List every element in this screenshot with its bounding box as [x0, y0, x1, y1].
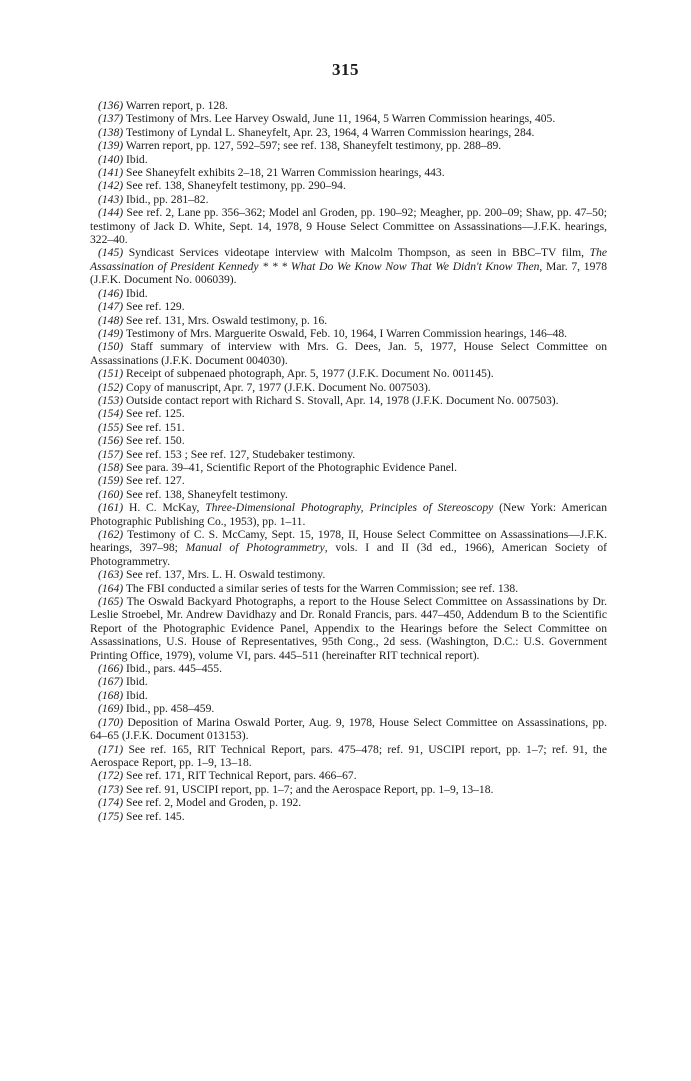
endnote — [90, 314, 607, 327]
endnote-number: (148) — [98, 313, 124, 327]
endnote-text — [126, 582, 518, 595]
endnote-number: (157) — [98, 447, 124, 461]
endnote — [90, 300, 607, 313]
endnote-text-segment: Testimony of Lyndal L. Shaneyfelt, Apr. 23, 1964, 4 Warren Commission hearings, 284. — [125, 125, 535, 139]
endnote-text — [126, 314, 327, 327]
endnote-text-segment: , Mar. 7, 1978 (J.F.K. Document No. 006039). — [90, 259, 607, 287]
endnote-text — [90, 206, 607, 246]
endnote-text — [126, 99, 228, 112]
endnote — [90, 769, 607, 782]
endnote-text-segment: See ref. 150. — [126, 434, 185, 448]
endnote — [90, 783, 607, 796]
endnote-text-segment: See ref. 2, Lane pp. 356–362; Model anl Groden, pp. 190–92; Meagher, pp. 200–09; Shaw, pp. 47–50; testimony of Jack D. White, Sept. 14, 1978, 9 House Select Committee on Assassinations—J.F.K. hearings, 322–40. — [90, 206, 607, 247]
endnote-number: (169) — [98, 702, 124, 716]
endnote-number: (160) — [98, 487, 124, 501]
endnote-text — [126, 421, 185, 434]
endnote-text-segment: Warren report, p. 128. — [125, 99, 228, 112]
endnote-text-segment: See ref. 125. — [126, 407, 185, 421]
endnote — [90, 461, 607, 474]
endnote-text-segment: Ibid., pp. 458–459. — [126, 702, 215, 716]
endnote-text-segment: Syndicast Services videotape interview with Malcolm Thompson, as seen in BBC–TV film, — [128, 246, 590, 260]
endnote — [90, 381, 607, 394]
endnote-text — [126, 381, 431, 394]
endnote — [90, 206, 607, 246]
endnote-number: (173) — [98, 782, 124, 796]
endnote — [90, 153, 607, 166]
endnote-text-segment: Testimony of C. S. McCamy, Sept. 15, 1978, II, House Select Committee on Assassinations—J.F.K. hearings, 397–98; — [90, 528, 607, 555]
endnote-text — [126, 689, 148, 702]
endnote-number: (166) — [98, 662, 124, 676]
endnote-text — [126, 153, 148, 166]
endnote-number: (175) — [98, 809, 124, 823]
endnote-text-segment: Receipt of subpenaed photograph, Apr. 5, 1977 (J.F.K. Document No. 001145). — [126, 367, 494, 381]
endnote-text — [90, 340, 607, 366]
endnote-text — [126, 796, 301, 809]
endnote-number: (161) — [98, 501, 124, 515]
endnote-number: (158) — [98, 460, 124, 474]
endnote-text-segment: See ref. 2, Model and Groden, p. 192. — [126, 796, 302, 810]
endnote-number: (141) — [98, 166, 124, 180]
endnote-number: (163) — [98, 568, 124, 582]
endnote-text-segment: Warren report, pp. 127, 592–597; see ref. 138, Shaneyfelt testimony, pp. 288–89. — [125, 139, 502, 153]
endnote-text — [126, 434, 185, 447]
endnote-text-segment: See Shaneyfelt exhibits 2–18, 21 Warren Commission hearings, 443. — [126, 166, 445, 180]
endnote-text-segment: See ref. 129. — [126, 300, 185, 314]
endnote-number: (155) — [98, 420, 124, 434]
endnote-text-segment: The FBI conducted a similar series of tests for the Warren Commission; see ref. 138. — [125, 581, 519, 595]
endnote-text-segment: See ref. 138, Shaneyfelt testimony. — [126, 487, 288, 501]
endnote-number: (174) — [98, 796, 124, 810]
endnote-number: (159) — [98, 474, 124, 488]
endnote — [90, 126, 607, 139]
endnote-number: (154) — [98, 407, 124, 421]
endnote-number: (150) — [98, 340, 124, 354]
endnote — [90, 99, 607, 112]
endnote-number: (164) — [98, 581, 124, 595]
endnote-number: (139) — [98, 139, 124, 153]
endnotes-list — [90, 99, 607, 823]
endnote-number: (142) — [98, 179, 124, 193]
endnote — [90, 810, 607, 823]
endnote-text-segment: See ref. 151. — [126, 420, 185, 434]
endnote-text-segment: See ref. 171, RIT Technical Report, pars. 466–67. — [126, 769, 357, 783]
endnote — [90, 568, 607, 581]
endnote — [90, 179, 607, 192]
endnote-number: (171) — [98, 742, 124, 756]
endnote — [90, 716, 607, 743]
endnote-text — [126, 327, 567, 340]
endnote-text — [90, 595, 607, 662]
endnote — [90, 796, 607, 809]
endnote-text-segment: H. C. McKay, — [128, 501, 206, 515]
endnote-text — [126, 675, 148, 688]
endnote — [90, 689, 607, 702]
endnote-text-segment: See ref. 165, RIT Technical Report, pars. 475–478; ref. 91, USCIPI report, pp. 1–7; ref. 91, the Aerospace Report, pp. 1–9, 13–18. — [90, 742, 608, 769]
endnote-text-segment: Ibid. — [126, 152, 148, 166]
endnote — [90, 702, 607, 715]
endnote-text-segment: See ref. 145. — [126, 809, 185, 823]
endnote-text — [126, 394, 559, 407]
endnote-text-segment: The Oswald Backyard Photographs, a report to the House Select Committee on Assassinations by Dr. Leslie Stroebel, Mr. Andrew Davidhazy and Dr. Ronald Francis, pars. 447–450, Addendum B to the Scientific Report of the Photographic Evidence Panel, Appendix to the Hearings before the Select Committee on Assassinations, U.S. House of Representatives, 95th Cong., 2d sess. (Washington, D.C.: U.S. Government Printing Office, 1979), volume VI, pars. 445–511 (hereinafter RIT technical report). — [90, 595, 607, 662]
endnote — [90, 474, 607, 487]
endnote-text — [90, 501, 607, 527]
endnote — [90, 407, 607, 420]
endnote-text-segment: See ref. 137, Mrs. L. H. Oswald testimony. — [126, 568, 326, 582]
endnote — [90, 287, 607, 300]
endnote-number: (172) — [98, 769, 124, 783]
endnote — [90, 488, 607, 501]
endnote-number: (144) — [98, 206, 124, 220]
endnote-text — [126, 179, 346, 192]
endnote — [90, 528, 607, 568]
endnote-text-segment: Ibid., pars. 445–455. — [126, 662, 222, 676]
endnote-text — [126, 300, 185, 313]
endnote-title-italic: The Assassination of President Kennedy * * * What Do We Know Now That We Didn't Know Then — [90, 246, 608, 273]
endnote-text — [126, 474, 185, 487]
endnote — [90, 246, 607, 286]
endnote-text-segment: Deposition of Marina Oswald Porter, Aug. 9, 1978, House Select Committee on Assassinations, pp. 64–65 (J.F.K. Document 013153). — [90, 715, 607, 743]
endnote-text-segment: Ibid. — [126, 688, 148, 702]
endnote-title-italic: Manual of Photogrammetry — [185, 541, 325, 555]
endnote-number: (156) — [98, 434, 124, 448]
endnote — [90, 743, 607, 770]
endnote-text — [126, 407, 185, 420]
endnote-text — [126, 783, 493, 796]
endnote-number: (165) — [98, 595, 124, 609]
endnote-text-segment: Testimony of Mrs. Lee Harvey Oswald, June 11, 1964, 5 Warren Commission hearings, 405. — [125, 112, 556, 126]
endnote — [90, 501, 607, 528]
endnote-number: (138) — [98, 125, 124, 139]
endnote — [90, 327, 607, 340]
endnote — [90, 448, 607, 461]
endnote-number: (167) — [98, 675, 124, 689]
endnote — [90, 582, 607, 595]
endnote-text — [126, 810, 185, 823]
endnote-text-segment: Testimony of Mrs. Marguerite Oswald, Feb. 10, 1964, I Warren Commission hearings, 146–48. — [125, 326, 568, 340]
endnote-text — [126, 139, 501, 152]
endnote-number: (149) — [98, 326, 124, 340]
endnote-text — [90, 743, 607, 769]
endnote-text — [126, 367, 494, 380]
endnote-number: (137) — [98, 112, 124, 126]
endnote-text — [126, 568, 325, 581]
endnote-text — [126, 112, 555, 125]
endnote-number: (143) — [98, 192, 124, 206]
endnote — [90, 340, 607, 367]
endnote-number: (152) — [98, 380, 124, 394]
endnote-text — [90, 716, 607, 742]
endnote — [90, 367, 607, 380]
endnote-text — [126, 448, 355, 461]
endnote-text — [90, 246, 607, 286]
endnote-text-segment: , vols. I and II (3d ed., 1966), American Society of Photogrammetry. — [90, 541, 607, 568]
endnote-text — [126, 662, 222, 675]
endnote-number: (147) — [98, 300, 124, 314]
endnote-text-segment: See ref. 127. — [126, 474, 185, 488]
endnote-text-segment: See ref. 91, USCIPI report, pp. 1–7; and the Aerospace Report, pp. 1–9, 13–18. — [126, 782, 494, 796]
endnote-text-segment: See ref. 138, Shaneyfelt testimony, pp. 290–94. — [126, 179, 346, 193]
endnote-text-segment: Copy of manuscript, Apr. 7, 1977 (J.F.K. Document No. 007503). — [126, 380, 431, 394]
endnote — [90, 166, 607, 179]
endnote-number: (145) — [98, 246, 124, 260]
endnote-text — [126, 702, 214, 715]
endnote-text — [126, 769, 357, 782]
endnote-text-segment: See para. 39–41, Scientific Report of the Photographic Evidence Panel. — [126, 460, 458, 474]
endnote-text — [126, 126, 535, 139]
endnote — [90, 434, 607, 447]
endnote-text-segment: (New York: American Photographic Publishing Co., 1953), pp. 1–11. — [90, 501, 607, 528]
endnote-text — [126, 166, 445, 179]
endnote — [90, 662, 607, 675]
endnote-number: (153) — [98, 393, 124, 407]
endnote-text — [126, 488, 288, 501]
endnote — [90, 595, 607, 662]
endnote-text — [126, 461, 457, 474]
endnote-text-segment: See ref. 153 ; See ref. 127, Studebaker testimony. — [126, 447, 356, 461]
endnote-text-segment: Ibid. — [126, 675, 148, 689]
endnote-number: (146) — [98, 286, 124, 300]
endnote-text — [90, 528, 607, 568]
endnote-number: (136) — [98, 99, 124, 112]
endnote-text-segment: See ref. 131, Mrs. Oswald testimony, p. 16. — [126, 313, 328, 327]
endnote-text-segment: Ibid., pp. 281–82. — [126, 192, 209, 206]
endnote-title-italic: Three-Dimensional Photography, Principles of Stereoscopy — [205, 501, 494, 515]
endnote-number: (170) — [98, 715, 124, 729]
endnote — [90, 421, 607, 434]
endnote — [90, 394, 607, 407]
endnote-text-segment: Outside contact report with Richard S. Stovall, Apr. 14, 1978 (J.F.K. Document No. 007503). — [126, 393, 559, 407]
endnote — [90, 193, 607, 206]
endnote — [90, 112, 607, 125]
endnote-number: (162) — [98, 528, 124, 541]
endnote — [90, 675, 607, 688]
endnote-number: (140) — [98, 152, 124, 166]
endnote — [90, 139, 607, 152]
endnote-text-segment: Ibid. — [126, 286, 148, 300]
endnote-text — [126, 193, 208, 206]
endnote-text-segment: Staff summary of interview with Mrs. G. Dees, Jan. 5, 1977, House Select Committee on Assassinations (J.F.K. Document 004030). — [90, 340, 607, 367]
endnote-text — [126, 287, 148, 300]
endnote-number: (151) — [98, 367, 124, 381]
endnote-number: (168) — [98, 688, 124, 702]
page-number: 315 — [332, 60, 359, 79]
